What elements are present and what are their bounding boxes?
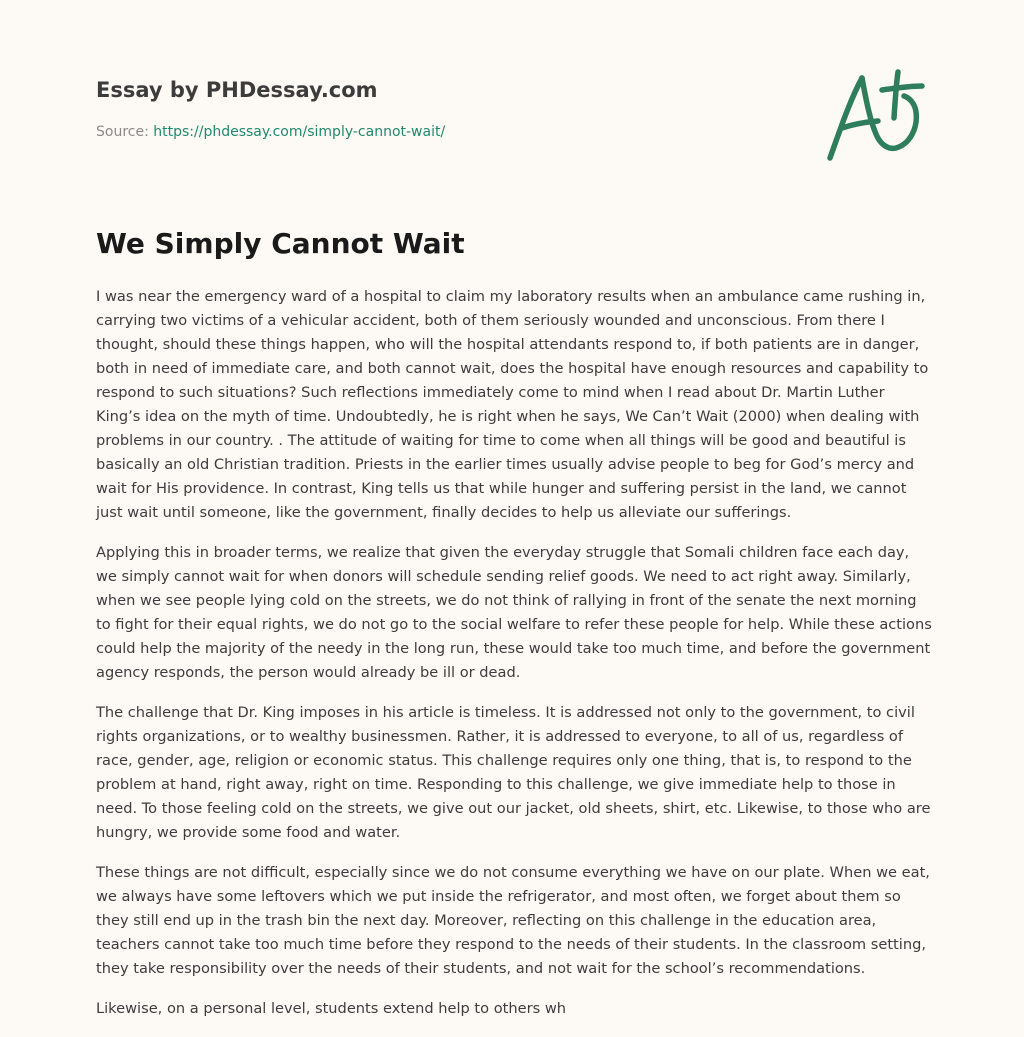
a-plus-logo-icon <box>818 64 928 168</box>
paragraph: The challenge that Dr. King imposes in his article is timeless. It is addressed not only to the government, to civil rights organizations, or to wealthy businessmen. Rather, it is addressed to everyone, to all of us, regardless of race, gender, age, religion or economic status. This challenge requires only one thing, that is, to respond to the problem at hand, right away, right on time. Responding to this challenge, we give immediate help to those in need. To those feeling cold on the streets, we give out our jacket, old sheets, shirt, etc. Likewise, to those who are hungry, we provide some food and water. <box>96 704 931 841</box>
document-header <box>96 76 796 142</box>
paragraph: Likewise, on a personal level, students extend help to others wh <box>96 1000 567 1017</box>
source-line <box>96 122 796 142</box>
essay-body <box>96 285 932 1037</box>
brand-title: Essay by PHDessay.com <box>96 78 378 102</box>
paragraph: I was near the emergency ward of a hospital to claim my laboratory results when an ambulance came rushing in, carrying two victims of a vehicular accident, both of them seriously wounded and unconscious. From there I thought, should these things happen, who will the hospital attendants respond to, if both patients are in danger, both in need of immediate care, and both cannot wait, does the hospital have enough resources and capability to respond to such situations? Such reflections immediately come to mind when I read about Dr. Martin Luther King’s idea on the myth of time. Undoubtedly, he is right when he says, We Can’t Wait (2000) when dealing with problems in our country. . The attitude of waiting for time to come when all things will be good and beautiful is basically an old Christian tradition. Priests in the earlier times usually advise people to beg for God’s mercy and wait for His providence. In contrast, King tells us that while hunger and suffering persist in the land, we cannot just wait until someone, like the government, finally decides to help us alleviate our sufferings. <box>96 288 929 521</box>
essay-title: We Simply Cannot Wait <box>96 227 465 260</box>
paragraph: Applying this in broader terms, we realize that given the everyday struggle that Somali children face each day, we simply cannot wait for when donors will schedule sending relief goods. We need to act right away. Similarly, when we see people lying cold on the streets, we do not think of rallying in front of the senate the next morning to fight for their equal rights, we do not go to the social welfare to refer these people for help. While these actions could help the majority of the needy in the long run, these would take too much time, and before the government agency responds, the person would already be ill or dead. <box>96 544 932 681</box>
source-label: Source: <box>96 124 149 140</box>
source-link[interactable]: https://phdessay.com/simply-cannot-wait/ <box>153 124 446 140</box>
paragraph: These things are not difficult, especially since we do not consume everything we have on our plate. When we eat, we always have some leftovers which we put inside the refrigerator, and most often, we forget about them so they still end up in the trash bin the next day. Moreover, reflecting on this challenge in the education area, teachers cannot take too much time before they respond to the needs of their students. In the classroom setting, they take responsibility over the needs of their students, and not wait for the school’s recommendations. <box>96 864 930 977</box>
